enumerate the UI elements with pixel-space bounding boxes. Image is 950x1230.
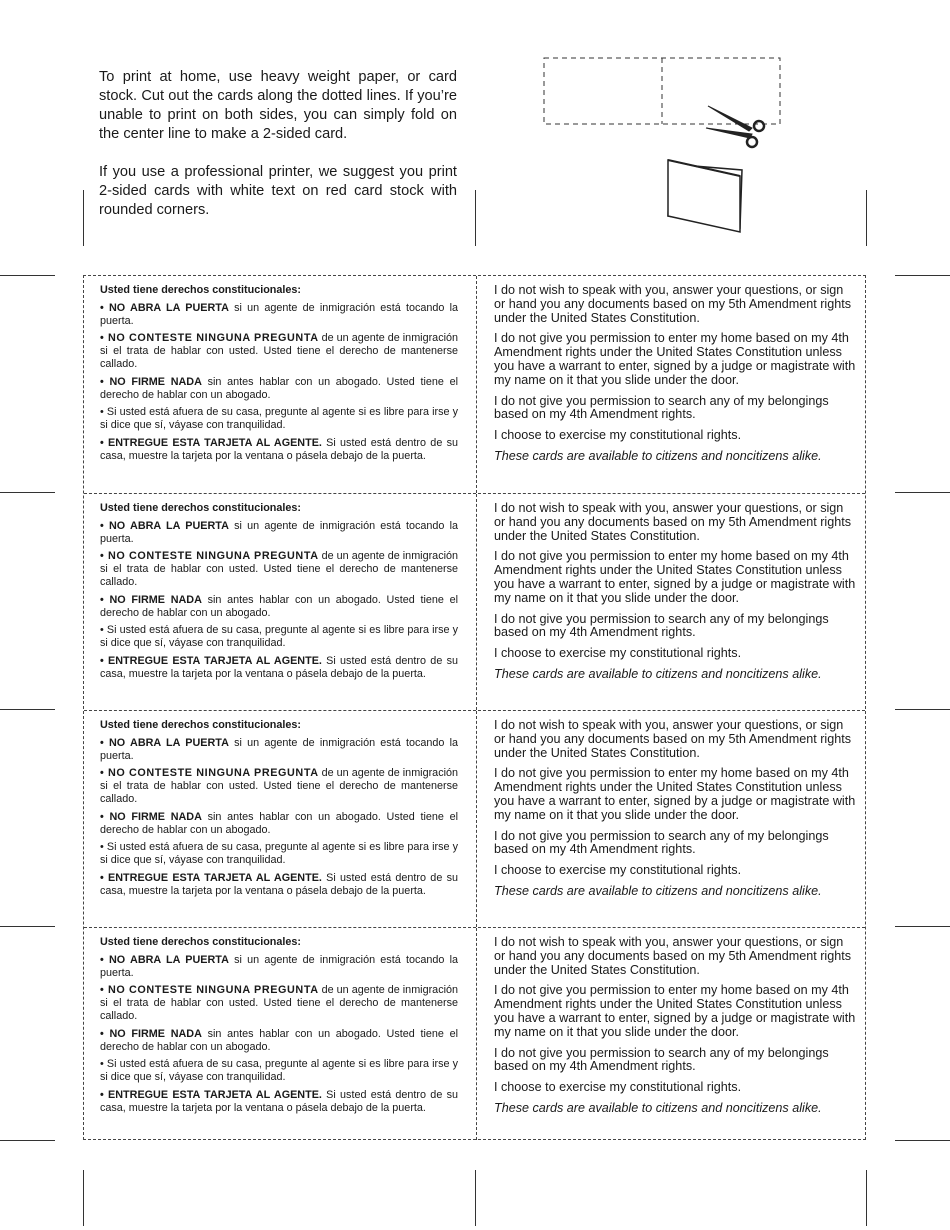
card-es-item: • NO ABRA LA PUERTA si un agente de inmigración está tocando la puerta.: [100, 519, 458, 545]
instructions-paragraph-2: If you use a professional printer, we suggest you print 2-sided cards with white text on red card stock with rounded corners.: [99, 164, 457, 218]
card-es-item: • Si usted está afuera de su casa, pregunte al agente si es libre para irse y si dice que sí, váyase con tranquilidad.: [100, 841, 458, 867]
print-instructions: [99, 68, 457, 239]
card-spanish-side: [100, 284, 458, 468]
rights-card: [84, 710, 865, 927]
card-es-title: Usted tiene derechos constitucionales:: [100, 936, 301, 948]
card-en-paragraph: I choose to exercise my constitutional rights.: [494, 863, 742, 878]
card-english-side: [494, 502, 856, 689]
crop-mark: [895, 926, 950, 927]
card-es-title: Usted tiene derechos constitucionales:: [100, 502, 301, 514]
card-es-item: • NO FIRME NADA sin antes hablar con un abogado. Usted tiene el derecho de hablar con un abogado.: [100, 375, 458, 401]
crop-mark: [866, 1170, 867, 1226]
card-es-item: • ENTREGUE ESTA TARJETA AL AGENTE. Si usted está dentro de su casa, muestre la tarjeta por la ventana o pásela debajo de la puerta.: [100, 1088, 458, 1114]
card-es-item: • NO CONTESTE NINGUNA PREGUNTA de un agente de inmigración si el trata de hablar con usted. Usted tiene el derecho de mantenerse callado.: [100, 332, 458, 370]
crop-mark: [895, 275, 950, 276]
crop-mark: [475, 190, 476, 246]
card-english-side: [494, 936, 856, 1123]
card-en-paragraph: I do not give you permission to search any of my belongings based on my 4th Amendment rights.: [494, 611, 829, 640]
card-en-paragraph: I do not give you permission to enter my home based on my 4th Amendment rights under the United States Constitution unless you have a warrant to enter, signed by a judge or magistrate with my name on it that you slide under the door.: [494, 549, 856, 605]
fold-line: [476, 276, 477, 493]
crop-mark: [0, 492, 55, 493]
card-es-item: • NO ABRA LA PUERTA si un agente de inmigración está tocando la puerta.: [100, 301, 458, 327]
crop-mark: [866, 190, 867, 246]
fold-line: [476, 711, 477, 927]
card-spanish-side: [100, 502, 458, 686]
card-english-side: [494, 284, 856, 471]
card-es-item: • ENTREGUE ESTA TARJETA AL AGENTE. Si usted está dentro de su casa, muestre la tarjeta por la ventana o pásela debajo de la puerta.: [100, 871, 458, 897]
crop-mark: [0, 926, 55, 927]
card-en-paragraph: I do not give you permission to enter my home based on my 4th Amendment rights under the United States Constitution unless you have a warrant to enter, signed by a judge or magistrate with my name on it that you slide under the door.: [494, 983, 856, 1039]
card-en-note: These cards are available to citizens and noncitizens alike.: [494, 666, 822, 681]
instruction-illustrations: [530, 48, 790, 248]
crop-mark: [0, 1140, 55, 1141]
card-en-paragraph: I choose to exercise my constitutional rights.: [494, 646, 742, 661]
card-es-item: • Si usted está afuera de su casa, pregunte al agente si es libre para irse y si dice que sí, váyase con tranquilidad.: [100, 624, 458, 650]
card-en-note: These cards are available to citizens and noncitizens alike.: [494, 1100, 822, 1115]
card-spanish-side: [100, 719, 458, 903]
card-es-title: Usted tiene derechos constitucionales:: [100, 719, 301, 731]
crop-mark: [895, 492, 950, 493]
card-es-item: • ENTREGUE ESTA TARJETA AL AGENTE. Si usted está dentro de su casa, muestre la tarjeta por la ventana o pásela debajo de la puerta.: [100, 436, 458, 462]
card-sheet: [83, 275, 866, 1140]
scissors-icon: [706, 106, 764, 147]
card-es-item: • NO FIRME NADA sin antes hablar con un abogado. Usted tiene el derecho de hablar con un abogado.: [100, 593, 458, 619]
card-en-paragraph: I do not give you permission to enter my home based on my 4th Amendment rights under the United States Constitution unless you have a warrant to enter, signed by a judge or magistrate with my name on it that you slide under the door.: [494, 331, 856, 387]
card-es-item: • NO CONTESTE NINGUNA PREGUNTA de un agente de inmigración si el trata de hablar con usted. Usted tiene el derecho de mantenerse callado.: [100, 550, 458, 588]
card-en-paragraph: I do not wish to speak with you, answer your questions, or sign or hand you any documents based on my 5th Amendment rights under the United States Constitution.: [494, 718, 852, 760]
card-en-paragraph: I do not give you permission to enter my home based on my 4th Amendment rights under the United States Constitution unless you have a warrant to enter, signed by a judge or magistrate with my name on it that you slide under the door.: [494, 766, 856, 822]
card-en-paragraph: I choose to exercise my constitutional rights.: [494, 1080, 742, 1095]
fold-line: [476, 928, 477, 1140]
card-en-paragraph: I do not give you permission to search any of my belongings based on my 4th Amendment rights.: [494, 1045, 829, 1074]
card-en-paragraph: I do not give you permission to search any of my belongings based on my 4th Amendment rights.: [494, 828, 829, 857]
crop-mark: [895, 709, 950, 710]
fold-line: [476, 494, 477, 710]
card-en-paragraph: I do not give you permission to search any of my belongings based on my 4th Amendment rights.: [494, 393, 829, 422]
rights-card: [84, 927, 865, 1140]
card-english-side: [494, 719, 856, 906]
card-es-item: • NO FIRME NADA sin antes hablar con un abogado. Usted tiene el derecho de hablar con un abogado.: [100, 1027, 458, 1053]
card-es-item: • Si usted está afuera de su casa, pregunte al agente si es libre para irse y si dice que sí, váyase con tranquilidad.: [100, 406, 458, 432]
crop-mark: [895, 1140, 950, 1141]
card-en-note: These cards are available to citizens and noncitizens alike.: [494, 448, 822, 463]
card-en-paragraph: I choose to exercise my constitutional rights.: [494, 428, 742, 443]
folded-card-icon: [668, 160, 742, 232]
rights-card: [84, 493, 865, 710]
instructions-paragraph-1: To print at home, use heavy weight paper, or card stock. Cut out the cards along the dotted lines. If you’re unable to print on both sides, you can simply fold on the center line to make a 2-sided card.: [99, 69, 457, 142]
card-en-paragraph: I do not wish to speak with you, answer your questions, or sign or hand you any documents based on my 5th Amendment rights under the United States Constitution.: [494, 501, 852, 543]
crop-mark: [83, 190, 84, 246]
card-es-item: • ENTREGUE ESTA TARJETA AL AGENTE. Si usted está dentro de su casa, muestre la tarjeta por la ventana o pásela debajo de la puerta.: [100, 654, 458, 680]
crop-mark: [0, 275, 55, 276]
card-es-title: Usted tiene derechos constitucionales:: [100, 284, 301, 296]
card-en-paragraph: I do not wish to speak with you, answer your questions, or sign or hand you any documents based on my 5th Amendment rights under the United States Constitution.: [494, 935, 852, 977]
card-en-note: These cards are available to citizens and noncitizens alike.: [494, 883, 822, 898]
card-es-item: • NO FIRME NADA sin antes hablar con un abogado. Usted tiene el derecho de hablar con un abogado.: [100, 810, 458, 836]
card-spanish-side: [100, 936, 458, 1120]
card-es-item: • NO CONTESTE NINGUNA PREGUNTA de un agente de inmigración si el trata de hablar con usted. Usted tiene el derecho de mantenerse callado.: [100, 767, 458, 805]
crop-mark: [0, 709, 55, 710]
card-es-item: • Si usted está afuera de su casa, pregunte al agente si es libre para irse y si dice que sí, váyase con tranquilidad.: [100, 1058, 458, 1084]
card-es-item: • NO CONTESTE NINGUNA PREGUNTA de un agente de inmigración si el trata de hablar con usted. Usted tiene el derecho de mantenerse callado.: [100, 984, 458, 1022]
card-es-item: • NO ABRA LA PUERTA si un agente de inmigración está tocando la puerta.: [100, 736, 458, 762]
crop-mark: [475, 1170, 476, 1226]
card-es-item: • NO ABRA LA PUERTA si un agente de inmigración está tocando la puerta.: [100, 953, 458, 979]
crop-mark: [83, 1170, 84, 1226]
dotted-card-outline: [544, 58, 780, 124]
rights-card: [84, 276, 865, 493]
card-en-paragraph: I do not wish to speak with you, answer your questions, or sign or hand you any documents based on my 5th Amendment rights under the United States Constitution.: [494, 283, 852, 325]
